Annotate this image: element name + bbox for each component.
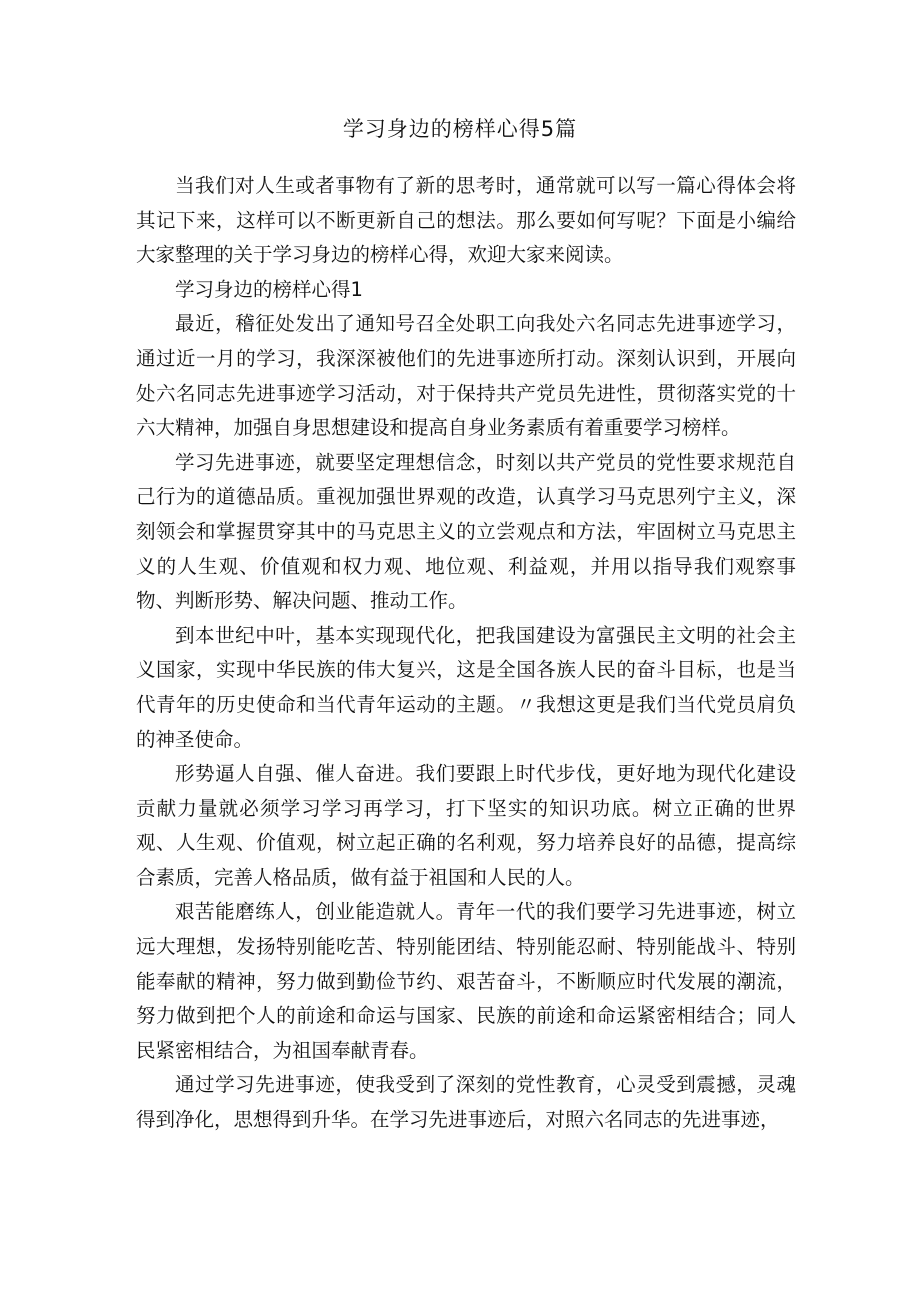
document-body: [136, 169, 796, 1138]
body-paragraph: 艰苦能磨练人，创业能造就人。青年一代的我们要学习先进事迹，树立远大理想，发扬特别能吃苦、特别能团结、特别能忍耐、特别能战斗、特别能奉献的精神，努力做到勤俭节约、艰苦奋斗，不断顺应时代发展的潮流，努力做到把个人的前途和命运与国家、民族的前途和命运紧密相结合；同人民紧密相结合，为祖国奉献青春。: [136, 900, 796, 1062]
body-paragraph: 形势逼人自强、催人奋进。我们要跟上时代步伐，更好地为现代化建设贡献力量就必须学习学习再学习，打下坚实的知识功底。树立正确的世界观、人生观、价值观，树立起正确的名利观，努力培养良好的品德，提高综合素质，完善人格品质，做有益于祖国和人民的人。: [136, 762, 796, 889]
body-paragraph: 学习先进事迹，就要坚定理想信念，时刻以共产党员的党性要求规范自己行为的道德品质。重视加强世界观的改造，认真学习马克思列宁主义，深刻领会和掌握贯穿其中的马克思主义的立尝观点和方法，牢固树立马克思主义的人生观、价值观和权力观、地位观、利益观，并用以指导我们观察事物、判断形势、解决问题、推动工作。: [136, 450, 796, 613]
section-heading: 学习身边的榜样心得1: [175, 277, 363, 301]
body-paragraph: 最近，稽征处发出了通知号召全处职工向我处六名同志先进事迹学习，通过近一月的学习，我深深被他们的先进事迹所打动。深刻认识到，开展向处六名同志先进事迹学习活动，对于保持共产党员先进性，贯彻落实党的十六大精神，加强自身思想建设和提高自身业务素质有着重要学习榜样。: [136, 312, 796, 440]
intro-paragraph: 当我们对人生或者事物有了新的思考时，通常就可以写一篇心得体会将其记下来，这样可以不断更新自己的想法。那么要如何写呢？下面是小编给大家整理的关于学习身边的榜样心得，欢迎大家来阅读。: [136, 174, 796, 267]
body-paragraph: 通过学习先进事迹，使我受到了深刻的党性教育，心灵受到震撼，灵魂得到净化，思想得到升华。在学习先进事迹后，对照六名同志的先进事迹，: [136, 1073, 796, 1132]
body-paragraph: 到本世纪中叶，基本实现现代化，把我国建设为富强民主文明的社会主义国家，实现中华民族的伟大复兴，这是全国各族人民的奋斗目标，也是当代青年的历史使命和当代青年运动的主题。〃我想这更是我们当代党员肩负的神圣使命。: [136, 623, 796, 751]
document-title: 学习身边的榜样心得5篇: [342, 117, 578, 141]
